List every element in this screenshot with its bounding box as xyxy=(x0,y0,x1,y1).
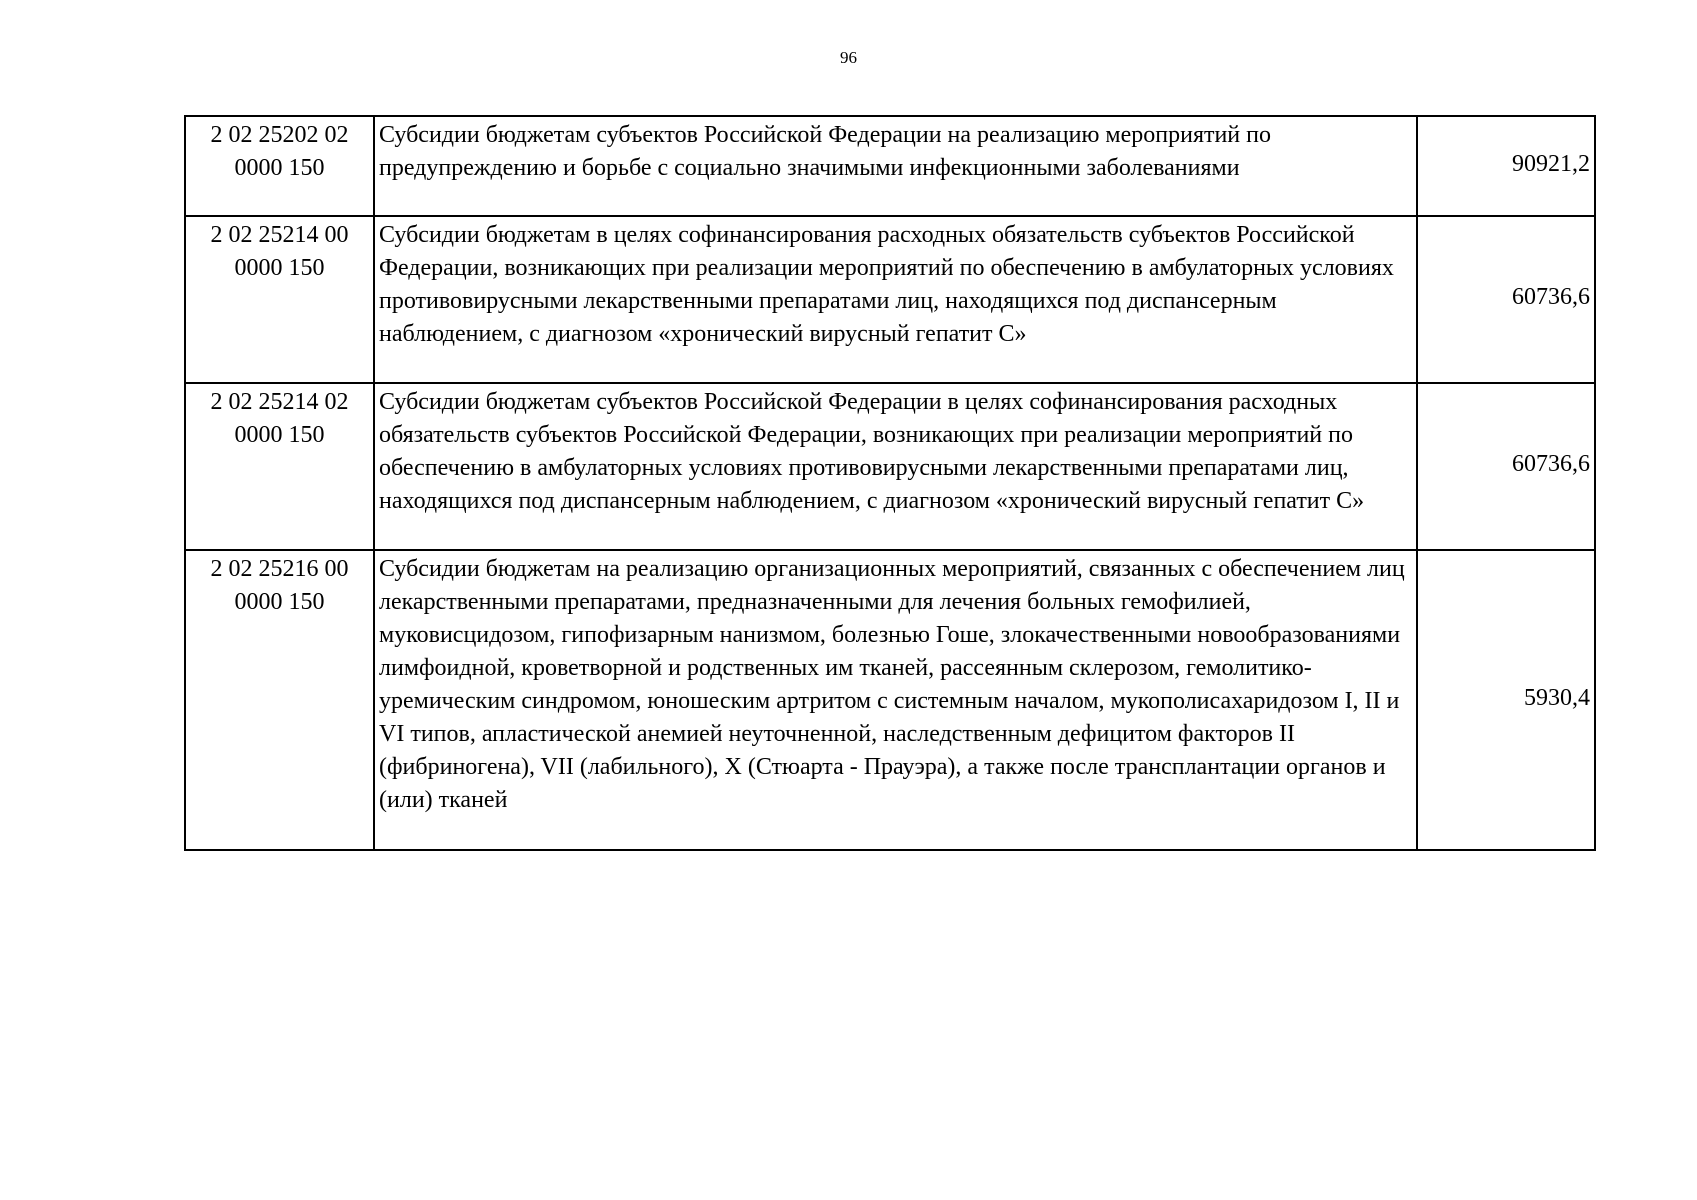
description-cell: Субсидии бюджетам субъектов Российской Федерации в целях софинансирования расходных обязательств субъектов Российской Федерации, возникающих при реализации мероприятий по обеспечению в амбулаторных условиях противовирусными лекарственными препаратами лиц, находящихся под диспансерным наблюдением, с диагнозом «хронический вирусный гепатит С» xyxy=(374,383,1417,550)
amount-cell: 60736,6 xyxy=(1417,383,1595,550)
page-number: 96 xyxy=(840,48,857,67)
budget-code-cell: 2 02 25214 02 0000 150 xyxy=(185,383,374,550)
table-row xyxy=(185,383,1595,550)
amount-cell: 60736,6 xyxy=(1417,216,1595,383)
budget-code-cell: 2 02 25214 00 0000 150 xyxy=(185,216,374,383)
table-row xyxy=(185,116,1595,216)
table-row xyxy=(185,550,1595,850)
description-cell: Субсидии бюджетам субъектов Российской Федерации на реализацию мероприятий по предупреждению и борьбе с социально значимыми инфекционными заболеваниями xyxy=(374,116,1417,216)
amount-cell: 5930,4 xyxy=(1417,550,1595,850)
amount-cell: 90921,2 xyxy=(1417,116,1595,216)
table-row xyxy=(185,216,1595,383)
budget-code-cell: 2 02 25216 00 0000 150 xyxy=(185,550,374,850)
description-cell: Субсидии бюджетам в целях софинансирования расходных обязательств субъектов Российской Федерации, возникающих при реализации мероприятий по обеспечению в амбулаторных условиях противовирусными лекарственными препаратами лиц, находящихся под диспансерным наблюдением, с диагнозом «хронический вирусный гепатит С» xyxy=(374,216,1417,383)
budget-table xyxy=(184,115,1596,851)
budget-code-cell: 2 02 25202 02 0000 150 xyxy=(185,116,374,216)
description-cell: Субсидии бюджетам на реализацию организационных мероприятий, связанных с обеспечением лиц лекарственными препаратами, предназначенными для лечения больных гемофилией, муковисцидозом, гипофизарным нанизмом, болезнью Гоше, злокачественными новообразованиями лимфоидной, кроветворной и родственных им тканей, рассеянным склерозом, гемолитико-уремическим синдромом, юношеским артритом с системным началом, мукополисахаридозом I, II и VI типов, апластической анемией неуточненной, наследственным дефицитом факторов II (фибриногена), VII (лабильного), X (Стюарта - Прауэра), а также после трансплантации органов и (или) тканей xyxy=(374,550,1417,850)
